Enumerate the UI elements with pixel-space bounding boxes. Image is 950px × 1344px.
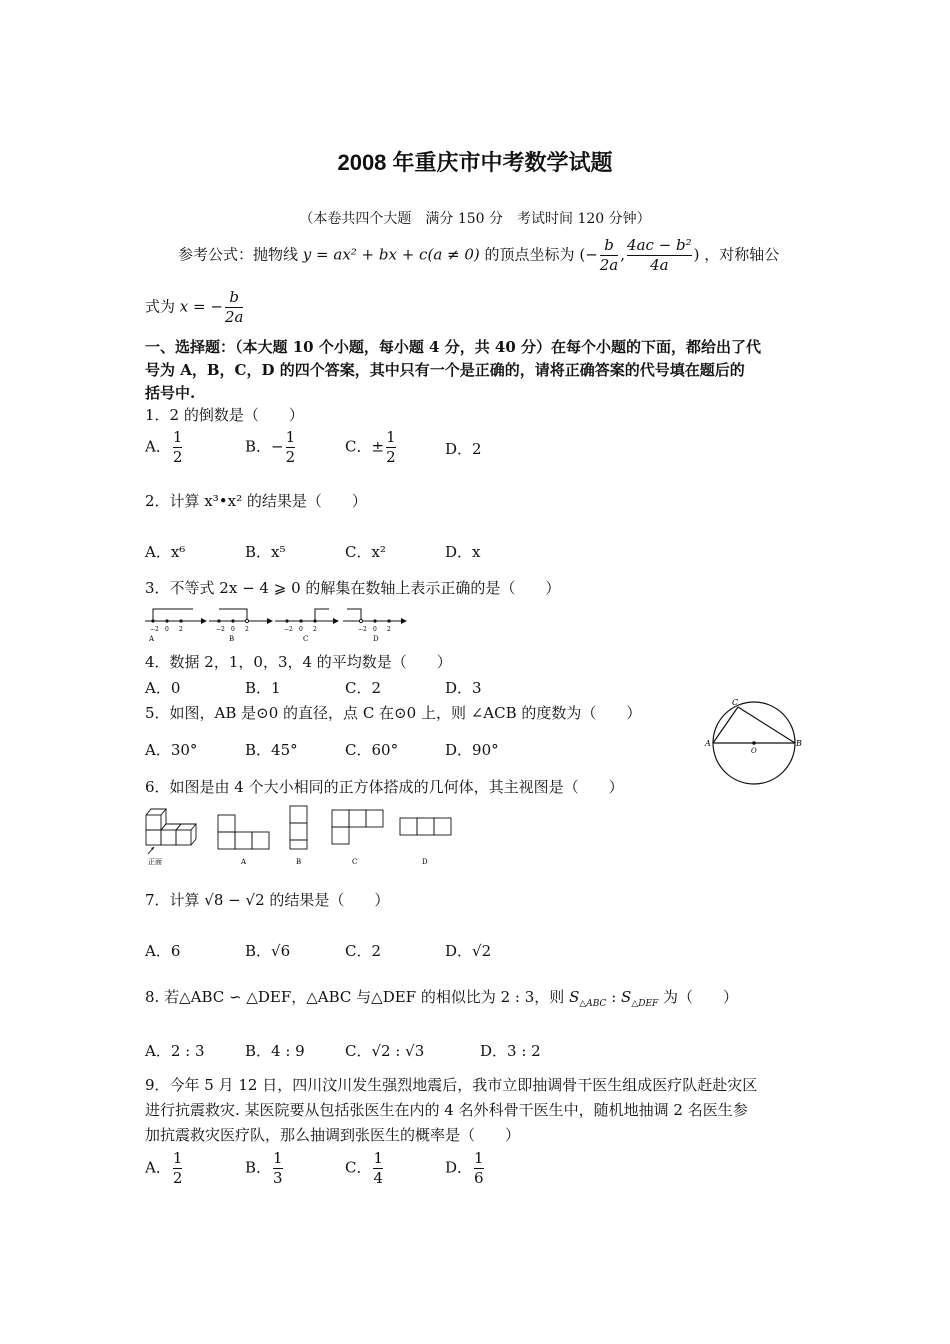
q5-option-a: A．30° [145,741,198,759]
q7-option-c: C．2 [345,942,382,960]
view-b [290,806,307,849]
section-heading-line3: 括号中. [145,384,196,402]
q9-stem-line2: 进行抗震救灾. 某医院要从包括张医生在内的 4 名外科骨干医生中，随机地抽调 2 名医生参 [145,1101,748,1119]
q5-option-d: D．90° [445,741,499,759]
svg-text:2: 2 [179,626,183,633]
svg-text:2: 2 [387,626,391,633]
section-heading-line1: 一、选择题：（本大题 10 个小题，每小题 4 分，共 40 分）在每个小题的下面，都给出了代 [145,338,762,356]
view-c [332,810,383,844]
svg-text:C: C [303,635,309,643]
svg-text:2: 2 [245,626,249,633]
svg-text:0: 0 [299,626,303,633]
number-line-a [145,609,207,643]
q4-option-c: C．2 [345,679,382,697]
q2-option-d: D．x [445,543,481,561]
q9-option-d: D． $\frac{1}{6}$ [445,1149,484,1187]
q1-option-a: A． $\frac{1}{2}$ [145,428,183,466]
q9-option-c: C． $\frac{1}{4}$ [345,1149,384,1187]
q3-number-lines-figure [143,601,413,643]
q3-stem: 3．不等式 2x − 4 ⩾ 0 的解集在数轴上表示正确的是（ ） [145,579,561,597]
svg-text:C: C [732,698,739,707]
reference-formula-line2: 式为 x = − $\frac{b}{2a}$ [145,288,244,326]
number-line-c [275,609,339,643]
q7-option-d: D．√2 [445,942,492,960]
svg-text:C: C [352,858,358,866]
svg-text:A: A [241,858,247,866]
q8-option-d: D．3 : 2 [480,1042,541,1060]
svg-text:0: 0 [373,626,377,633]
q2-option-c: C．x² [345,543,386,561]
svg-text:−2: −2 [216,626,225,633]
svg-text:2: 2 [313,626,317,633]
q9-option-b: B． $\frac{1}{3}$ [245,1149,283,1187]
q5-option-b: B．45° [245,741,298,759]
number-line-d [343,609,407,643]
q5-option-c: C．60° [345,741,399,759]
q8-option-a: A．2 : 3 [145,1042,205,1060]
q2-stem: 2．计算 x³•x² 的结果是（ ） [145,492,367,510]
svg-text:B: B [296,858,302,866]
q7-option-b: B．√6 [245,942,291,960]
page-title: 2008 年重庆市中考数学试题 [337,150,613,175]
svg-text:O: O [751,747,757,755]
svg-text:−2: −2 [150,626,159,633]
svg-text:0: 0 [165,626,169,633]
number-line-b [209,609,273,643]
q9-stem-line1: 9．今年 5 月 12 日，四川汶川发生强烈地震后，我市立即抽调骨干医生组成医疗队赶赴灾区 [145,1076,758,1094]
q8-option-c: C．√2 : √3 [345,1042,425,1060]
q8-stem: 8. 若△ABC ∽ △DEF，△ABC 与△DEF 的相似比为 2 : 3，则 $S_{\triangle ABC}$ : $S_{\triangle DEF}$ 为（ ） [145,988,739,1009]
q1-option-d: D．2 [445,440,482,458]
q8-option-b: B．4 : 9 [245,1042,305,1060]
q5-stem: 5．如图，AB 是⊙0 的直径，点 C 在⊙0 上，则 ∠ACB 的度数为（ ） [145,704,642,722]
q7-option-a: A．6 [145,942,181,960]
svg-text:B: B [796,739,802,748]
q1-stem: 1．2 的倒数是（ ） [145,406,304,424]
q4-option-a: A．0 [145,679,181,697]
q7-stem: 7．计算 √8 − √2 的结果是（ ） [145,891,390,909]
q4-stem: 4．数据 2，1，0，3，4 的平均数是（ ） [145,653,452,671]
section-heading-line2: 号为 A，B，C，D 的四个答案，其中只有一个是正确的，请将正确答案的代号填在题后的 [145,361,745,379]
view-d [400,818,451,835]
svg-text:−2: −2 [358,626,367,633]
view-a [218,815,269,849]
svg-text:D: D [422,858,428,866]
q9-stem-line3: 加抗震救灾医疗队，那么抽调到张医生的概率是（ ） [145,1126,521,1144]
svg-text:A: A [149,635,155,643]
q4-option-d: D．3 [445,679,482,697]
solid-3d [146,809,196,845]
q5-circle-figure [704,694,804,788]
q1-option-b: B．− $\frac{1}{2}$ [245,428,296,466]
svg-text:D: D [373,635,379,643]
q4-option-b: B．1 [245,679,281,697]
svg-text:0: 0 [231,626,235,633]
svg-text:正面: 正面 [148,858,162,866]
q2-option-a: A．x⁶ [145,543,186,561]
reference-formula: 参考公式：抛物线 y = ax² + bx + c(a ≠ 0) 的顶点坐标为 (− $\frac{b}{2a}$ , $\frac{\text{4ac − b²}}{4a}$ ) ，对称轴公 [178,236,780,274]
svg-text:−2: −2 [284,626,293,633]
svg-text:B: B [229,635,235,643]
q6-stem: 6．如图是由 4 个大小相同的正方体搭成的几何体，其主视图是（ ） [145,778,624,796]
q6-cubes-figure [140,802,460,868]
q2-option-b: B．x⁵ [245,543,286,561]
q9-option-a: A． $\frac{1}{2}$ [145,1149,183,1187]
q1-option-c: C．± $\frac{1}{2}$ [345,428,396,466]
svg-text:A: A [705,739,711,748]
exam-info: （本卷共四个大题 满分 150 分 考试时间 120 分钟） [299,211,651,227]
